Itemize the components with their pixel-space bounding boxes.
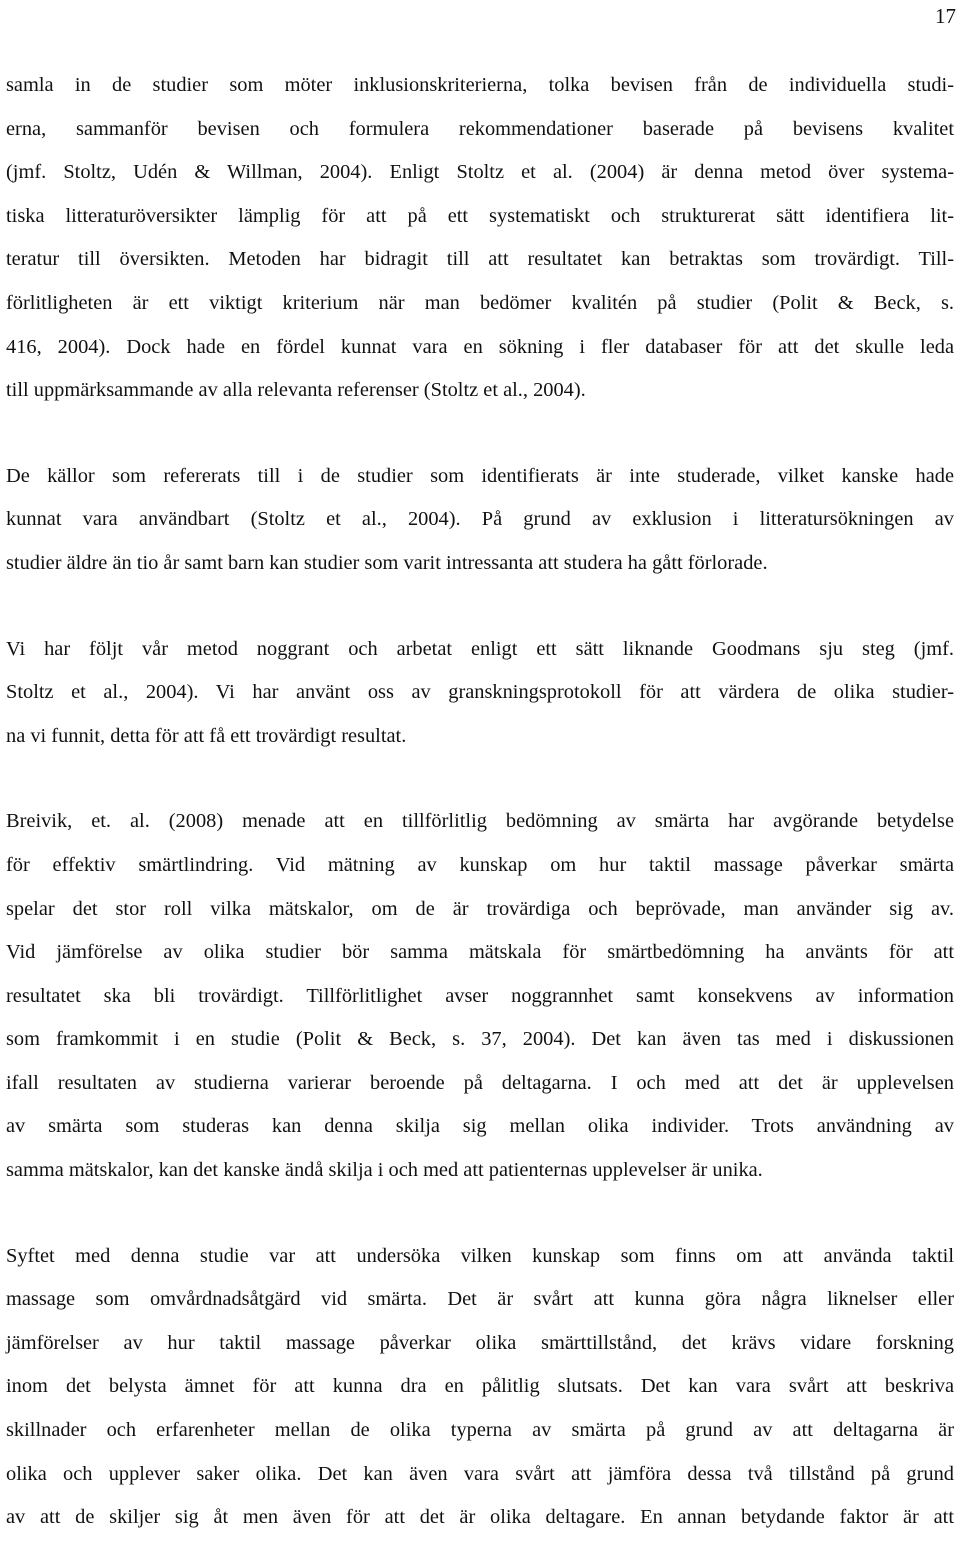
text-line: erna, sammanför bevisen och formulera rekommendationer baserade på bevisens kvalitet: [6, 117, 954, 140]
text-line: olika och upplever saker olika. Det kan även vara svårt att jämföra dessa två tillstånd på grund: [6, 1462, 954, 1485]
text-line: Stoltz et al., 2004). Vi har använt oss av granskningsprotokoll för att värdera de olika studier-: [6, 681, 954, 704]
text-line: förlitligheten är ett viktigt kriterium när man bedömer kvalitén på studier (Polit & Beck, s.: [6, 291, 954, 314]
text-line: jämförelser av hur taktil massage påverkar olika smärttillstånd, det krävs vidare forskning: [6, 1331, 954, 1354]
paragraph: [6, 628, 954, 759]
text-line: De källor som refererats till i de studier som identifierats är inte studerade, vilket kanske hade: [6, 464, 954, 487]
text-line: till uppmärksammande av alla relevanta referenser (Stoltz et al., 2004).: [6, 379, 586, 402]
text-line: (jmf. Stoltz, Udén & Willman, 2004). Enligt Stoltz et al. (2004) är denna metod över systema-: [6, 161, 954, 184]
page-number: 17: [935, 4, 956, 28]
paragraph: [6, 64, 954, 413]
text-line: studier äldre än tio år samt barn kan studier som varit intressanta att studera ha gått förlorade.: [6, 551, 768, 574]
text-line: av smärta som studeras kan denna skilja sig mellan olika individer. Trots användning av: [6, 1115, 954, 1138]
text-line: Vid jämförelse av olika studier bör samma mätskala för smärtbedömning ha använts för att: [6, 941, 954, 964]
text-line: samla in de studier som möter inklusionskriterierna, tolka bevisen från de individuella studi-: [6, 74, 954, 96]
paragraph: [6, 1235, 954, 1540]
text-line: Syftet med denna studie var att undersöka vilken kunskap som finns om att använda taktil: [6, 1244, 954, 1267]
text-line: skillnader och erfarenheter mellan de olika typerna av smärta på grund av att deltagarna är: [6, 1419, 954, 1442]
text-line: spelar det stor roll vilka mätskalor, om de är trovärdiga och beprövade, man använder sig av.: [6, 897, 954, 920]
text-line: ifall resultaten av studierna varierar beroende på deltagarna. I och med att det är upplevelsen: [6, 1071, 954, 1094]
paragraph: [6, 800, 954, 1192]
text-line: för effektiv smärtlindring. Vid mätning av kunskap om hur taktil massage påverkar smärta: [6, 853, 954, 876]
text-line: teratur till översikten. Metoden har bidragit till att resultatet kan betraktas som trovärdigt. Till-: [6, 248, 954, 271]
text-line: av att de skiljer sig åt men även för att det är olika deltagare. En annan betydande faktor är att: [6, 1506, 954, 1529]
text-line: resultatet ska bli trovärdigt. Tillförlitlighet avser noggrannhet samt konsekvens av information: [6, 984, 954, 1007]
paragraph: [6, 455, 954, 586]
text-line: Breivik, et. al. (2008) menade att en tillförlitlig bedömning av smärta har avgörande betydelse: [6, 810, 954, 833]
text-line: Vi har följt vår metod noggrant och arbetat enligt ett sätt liknande Goodmans sju steg (jmf.: [6, 637, 954, 660]
text-line: na vi funnit, detta för att få ett trovärdigt resultat.: [6, 724, 407, 747]
text-line: kunnat vara användbart (Stoltz et al., 2004). På grund av exklusion i litteratursökningen av: [6, 508, 954, 531]
text-line: inom det belysta ämnet för att kunna dra en pålitlig slutsats. Det kan vara svårt att beskriva: [6, 1375, 954, 1398]
document-body: [6, 64, 954, 1540]
text-line: 416, 2004). Dock hade en fördel kunnat vara en sökning i fler databaser för att det skulle leda: [6, 335, 954, 358]
text-line: massage som omvårdnadsåtgärd vid smärta. Det är svårt att kunna göra några liknelser eller: [6, 1288, 954, 1311]
text-line: tiska litteraturöversikter lämplig för att på ett systematiskt och strukturerat sätt identifiera lit-: [6, 204, 954, 227]
text-line: samma mätskalor, kan det kanske ändå skilja i och med att patienternas upplevelser är unika.: [6, 1159, 763, 1182]
text-line: som framkommit i en studie (Polit & Beck, s. 37, 2004). Det kan även tas med i diskussionen: [6, 1028, 954, 1051]
